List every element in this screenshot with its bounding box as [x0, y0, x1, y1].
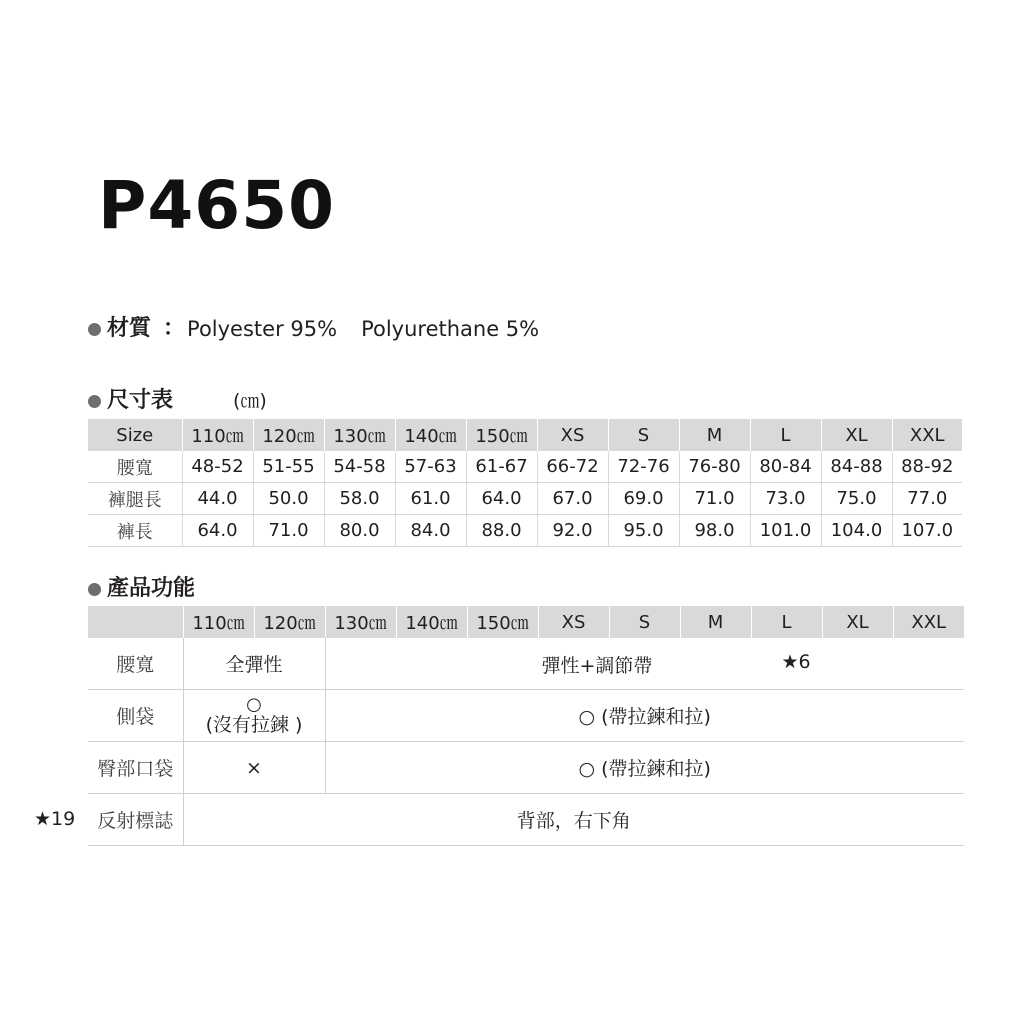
features-row-side-pocket: [88, 690, 964, 742]
size-chart-title: 尺寸表: [107, 388, 174, 413]
table-cell: 54-58: [324, 451, 395, 483]
size-header-label: Size: [88, 419, 182, 451]
features-header-s: S: [609, 606, 680, 638]
table-cell: 75.0: [821, 483, 892, 515]
features-header-xl: XL: [822, 606, 893, 638]
table-cell: 69.0: [608, 483, 679, 515]
table-cell: 71.0: [679, 483, 750, 515]
table-cell: 92.0: [537, 515, 608, 547]
bullet-icon: [88, 583, 101, 596]
table-cell: 73.0: [750, 483, 821, 515]
row-label-waist: 腰寬: [88, 451, 182, 483]
table-cell: 107.0: [892, 515, 962, 547]
features-table: [88, 606, 964, 846]
features-header-l: L: [751, 606, 822, 638]
row-label-reflective: 反射標誌: [88, 794, 183, 846]
hip-pocket-adult-value: ○ (帶拉鍊和拉): [325, 742, 964, 794]
size-header-120: 120㎝: [253, 419, 324, 451]
size-header-m: M: [679, 419, 750, 451]
circle-icon: ○: [246, 693, 262, 715]
row-label-side-pocket: 側袋: [88, 690, 183, 742]
side-pocket-adult-value: ○ (帶拉鍊和拉): [325, 690, 964, 742]
size-chart-heading: [88, 386, 267, 416]
size-header-xs: XS: [537, 419, 608, 451]
size-header-140: 140㎝: [395, 419, 466, 451]
product-code: P4650: [98, 167, 336, 244]
size-row-inseam: [88, 483, 962, 515]
size-header-150: 150㎝: [466, 419, 537, 451]
material-line: [88, 314, 563, 344]
table-cell: 80.0: [324, 515, 395, 547]
features-row-hip-pocket: [88, 742, 964, 794]
waist-kids-value: 全彈性: [183, 638, 325, 690]
waist-star-note: ★6: [781, 651, 811, 673]
size-chart-table: [88, 419, 962, 547]
table-cell: 51-55: [253, 451, 324, 483]
features-row-reflective: [88, 794, 964, 846]
size-header-xl: XL: [821, 419, 892, 451]
hip-pocket-kids-value: ×: [183, 742, 325, 794]
table-cell: 44.0: [182, 483, 253, 515]
waist-adult-cell: [325, 638, 964, 690]
table-cell: 61.0: [395, 483, 466, 515]
size-row-length: [88, 515, 962, 547]
table-cell: 64.0: [182, 515, 253, 547]
features-header-130: 130㎝: [325, 606, 396, 638]
features-header-120: 120㎝: [254, 606, 325, 638]
size-row-waist: [88, 451, 962, 483]
size-header-l: L: [750, 419, 821, 451]
side-pocket-kids-cell: [183, 690, 325, 742]
table-cell: 48-52: [182, 451, 253, 483]
table-cell: 88-92: [892, 451, 962, 483]
size-header-xxl: XXL: [892, 419, 962, 451]
row-label-length: 褲長: [88, 515, 182, 547]
table-cell: 84-88: [821, 451, 892, 483]
material-colon: ：: [163, 316, 186, 341]
table-cell: 104.0: [821, 515, 892, 547]
size-chart-unit: (㎝): [233, 390, 267, 412]
size-header-110: 110㎝: [182, 419, 253, 451]
size-header-s: S: [608, 419, 679, 451]
features-header-m: M: [680, 606, 751, 638]
table-cell: 84.0: [395, 515, 466, 547]
table-cell: 80-84: [750, 451, 821, 483]
table-cell: 98.0: [679, 515, 750, 547]
row-label-waist: 腰寬: [88, 638, 183, 690]
features-header-150: 150㎝: [467, 606, 538, 638]
table-cell: 66-72: [537, 451, 608, 483]
table-cell: 77.0: [892, 483, 962, 515]
table-cell: 50.0: [253, 483, 324, 515]
reflective-star-note: ★19: [34, 808, 76, 830]
features-row-waist: [88, 638, 964, 690]
table-cell: 76-80: [679, 451, 750, 483]
features-title: 產品功能: [107, 576, 196, 601]
material-item-polyester: Polyester 95%: [187, 317, 338, 341]
table-cell: 72-76: [608, 451, 679, 483]
table-cell: 67.0: [537, 483, 608, 515]
table-cell: 95.0: [608, 515, 679, 547]
features-header-xxl: XXL: [893, 606, 964, 638]
row-label-inseam: 褲腿長: [88, 483, 182, 515]
features-header-xs: XS: [538, 606, 609, 638]
bullet-icon: [88, 323, 101, 336]
features-header-140: 140㎝: [396, 606, 467, 638]
table-cell: 101.0: [750, 515, 821, 547]
material-item-polyurethane: Polyurethane 5%: [361, 317, 540, 341]
material-label: 材質: [107, 316, 152, 341]
table-cell: 61-67: [466, 451, 537, 483]
bullet-icon: [88, 395, 101, 408]
row-label-hip-pocket: 臀部口袋: [88, 742, 183, 794]
features-header-row: [88, 606, 964, 638]
table-cell: 88.0: [466, 515, 537, 547]
waist-adult-value: 彈性+調節帶: [541, 655, 653, 677]
table-cell: 71.0: [253, 515, 324, 547]
features-header-blank: [88, 606, 183, 638]
table-cell: 58.0: [324, 483, 395, 515]
table-cell: 64.0: [466, 483, 537, 515]
table-cell: 57-63: [395, 451, 466, 483]
features-header-110: 110㎝: [183, 606, 254, 638]
features-heading: [88, 574, 195, 604]
size-header-130: 130㎝: [324, 419, 395, 451]
reflective-value: 背部，右下角: [183, 794, 964, 846]
size-chart-header-row: [88, 419, 962, 451]
side-pocket-kids-note: (沒有拉鍊 ): [205, 713, 303, 736]
